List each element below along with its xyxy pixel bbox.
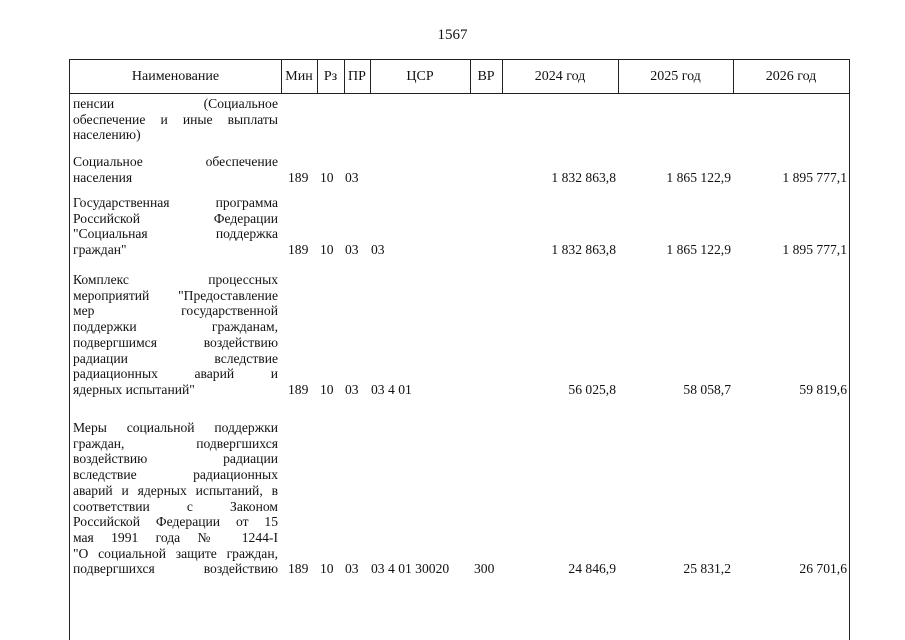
row-name-line: поддержки гражданам, bbox=[73, 319, 278, 335]
row-rz: 10 bbox=[320, 242, 334, 258]
row-pr: 03 bbox=[345, 381, 359, 397]
row-y2024: 56 025,8 bbox=[568, 381, 616, 397]
row-name-line: Меры социальной поддержки bbox=[73, 420, 278, 435]
row-name-line: обеспечение и иные выплаты bbox=[73, 111, 278, 127]
row-pr: 03 bbox=[345, 242, 359, 258]
row-name bbox=[73, 154, 278, 185]
row-name-line: радиационных аварий и bbox=[73, 366, 278, 382]
row-rz: 10 bbox=[320, 169, 334, 185]
row-name bbox=[73, 195, 278, 258]
row-name-line: вследствие радиационных bbox=[73, 467, 278, 483]
row-name-line: граждан, подвергшихся bbox=[73, 435, 278, 451]
row-name-line: мероприятий "Предоставление bbox=[73, 287, 278, 303]
row-name bbox=[73, 420, 278, 577]
row-y2025: 1 865 122,9 bbox=[666, 242, 731, 258]
row-name-line: Комплекс процессных bbox=[73, 272, 278, 287]
header-rz: Рз bbox=[323, 68, 338, 84]
row-name-line: Российской Федерации от 15 bbox=[73, 514, 278, 530]
row-name-line: "Социальная поддержка bbox=[73, 226, 278, 242]
row-y2025: 58 058,7 bbox=[683, 381, 731, 397]
row-name-line: Социальное обеспечение bbox=[73, 154, 278, 169]
row-name-line: мая 1991 года № 1244-I bbox=[73, 529, 278, 545]
row-csr: 03 4 01 30020 bbox=[371, 561, 450, 577]
header-vr: ВР bbox=[477, 68, 495, 84]
table-right-border bbox=[849, 94, 850, 640]
header-csr: ЦСР bbox=[406, 68, 434, 84]
row-pr: 03 bbox=[345, 561, 359, 577]
row-pr: 03 bbox=[345, 169, 359, 185]
row-y2026: 1 895 777,1 bbox=[782, 169, 847, 185]
row-name-line: Российской Федерации bbox=[73, 210, 278, 226]
row-name-line: радиации вследствие bbox=[73, 350, 278, 366]
header-name: Наименование bbox=[131, 68, 220, 84]
row-vr: 300 bbox=[474, 561, 495, 577]
header-min: Мин bbox=[285, 68, 313, 84]
row-y2024: 1 832 863,8 bbox=[551, 169, 616, 185]
row-min: 189 bbox=[288, 169, 309, 185]
header-2025: 2025 год bbox=[650, 68, 701, 84]
header-pr: ПР bbox=[348, 68, 366, 84]
row-y2025: 1 865 122,9 bbox=[666, 169, 731, 185]
row-name-line: граждан" bbox=[73, 242, 127, 258]
row-name-line: мер государственной bbox=[73, 303, 278, 319]
row-rz: 10 bbox=[320, 561, 334, 577]
row-name-line: "О социальной защите граждан, bbox=[73, 545, 278, 561]
row-name-line: воздействию радиации bbox=[73, 451, 278, 467]
row-csr: 03 4 01 bbox=[371, 381, 412, 397]
row-name bbox=[73, 96, 278, 143]
row-name-line: населения bbox=[73, 169, 133, 185]
row-y2025: 25 831,2 bbox=[683, 561, 731, 577]
row-y2026: 26 701,6 bbox=[799, 561, 847, 577]
row-name-line: населению) bbox=[73, 127, 141, 143]
row-y2026: 59 819,6 bbox=[799, 381, 847, 397]
row-min: 189 bbox=[288, 561, 309, 577]
row-rz: 10 bbox=[320, 381, 334, 397]
header-2026: 2026 год bbox=[765, 68, 817, 84]
table-header bbox=[69, 59, 850, 94]
header-2024: 2024 год bbox=[534, 68, 586, 84]
row-name bbox=[73, 272, 278, 398]
row-y2026: 1 895 777,1 bbox=[782, 242, 847, 258]
row-name-line: соответствии с Законом bbox=[73, 498, 278, 514]
page-number: 1567 bbox=[437, 27, 468, 43]
row-min: 189 bbox=[288, 381, 309, 397]
table-left-border bbox=[69, 94, 70, 640]
row-name-line: подвергшимся воздействию bbox=[73, 334, 278, 350]
row-name-line: ядерных испытаний" bbox=[73, 381, 195, 397]
row-name-line: подвергшихся воздействию bbox=[73, 561, 278, 577]
row-name-line: пенсии (Социальное bbox=[73, 96, 278, 111]
row-name-line: Государственная программа bbox=[73, 195, 278, 210]
row-min: 189 bbox=[288, 242, 309, 258]
row-y2024: 24 846,9 bbox=[568, 561, 616, 577]
row-csr: 03 bbox=[371, 242, 385, 258]
row-name-line: аварий и ядерных испытаний, в bbox=[73, 482, 278, 498]
row-y2024: 1 832 863,8 bbox=[551, 242, 616, 258]
